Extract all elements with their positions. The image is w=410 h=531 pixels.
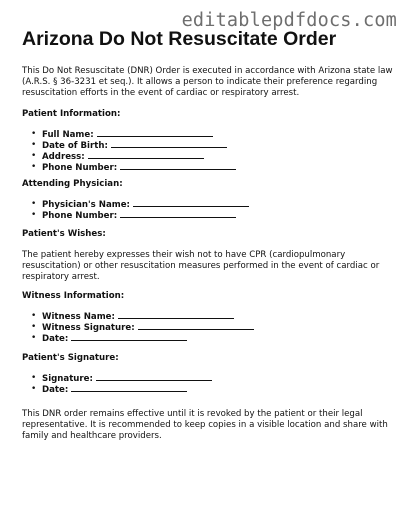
list-item <box>31 151 396 162</box>
list-item <box>31 373 396 384</box>
address-label: Address: <box>42 152 85 162</box>
phone-field[interactable] <box>120 162 236 170</box>
closing-paragraph: This DNR order remains effective until it is revoked by the patient or their legal representative. It is recommended to keep copies in a visible location and share with family and healthcare providers. <box>22 409 388 441</box>
list-item <box>31 322 396 333</box>
document <box>22 28 396 442</box>
intro-paragraph: This Do Not Resuscitate (DNR) Order is executed in accordance with Arizona state law (A.R.S. § 36-3231 et seq.). It allows a person to indicate their preference regarding resuscitation efforts in the event of cardiac or respiratory arrest. <box>22 66 393 98</box>
witness-name-field[interactable] <box>118 311 234 319</box>
list-item <box>31 311 396 322</box>
list-item <box>31 129 396 140</box>
witness-list <box>22 311 396 344</box>
witness-heading: Witness Information: <box>22 291 125 301</box>
witness-date-field[interactable] <box>71 333 187 341</box>
list-item <box>31 333 396 344</box>
wishes-paragraph: The patient hereby expresses their wish not to have CPR (cardiopulmonary resuscitation) or other resuscitation measures performed in the event of cardiac or respiratory arrest. <box>22 250 380 282</box>
address-field[interactable] <box>88 151 204 159</box>
watermark: editablepdfdocs.com <box>181 10 397 31</box>
wishes-heading: Patient's Wishes: <box>22 229 106 239</box>
signature-label: Signature: <box>42 374 93 384</box>
patient-info-heading: Patient Information: <box>22 109 121 119</box>
phone-label: Phone Number: <box>42 163 118 173</box>
witness-date-label: Date: <box>42 334 69 344</box>
list-item <box>31 162 396 173</box>
full-name-label: Full Name: <box>42 130 94 140</box>
signature-date-field[interactable] <box>71 384 187 392</box>
physician-name-field[interactable] <box>133 199 249 207</box>
signature-list <box>22 373 396 395</box>
dob-field[interactable] <box>111 140 227 148</box>
patient-info-list <box>22 129 396 173</box>
signature-heading: Patient's Signature: <box>22 353 119 363</box>
signature-field[interactable] <box>96 373 212 381</box>
list-item <box>31 199 396 210</box>
full-name-field[interactable] <box>97 129 213 137</box>
signature-date-label: Date: <box>42 385 69 395</box>
physician-heading: Attending Physician: <box>22 179 123 189</box>
witness-signature-label: Witness Signature: <box>42 323 135 333</box>
list-item <box>31 140 396 151</box>
physician-name-label: Physician's Name: <box>42 200 130 210</box>
list-item <box>31 384 396 395</box>
list-item <box>31 210 396 221</box>
document-title: Arizona Do Not Resuscitate Order <box>22 28 337 50</box>
dob-label: Date of Birth: <box>42 141 108 151</box>
witness-name-label: Witness Name: <box>42 312 115 322</box>
physician-list <box>22 199 396 221</box>
witness-signature-field[interactable] <box>138 322 254 330</box>
physician-phone-field[interactable] <box>120 210 236 218</box>
physician-phone-label: Phone Number: <box>42 211 118 221</box>
